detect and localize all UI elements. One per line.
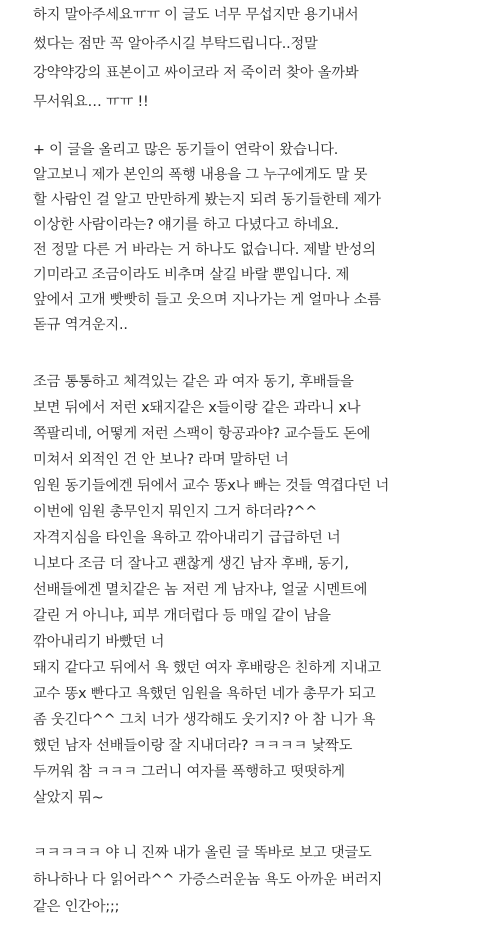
text-line: 선배들에겐 멸치같은 놈 저런 게 남자냐, 얼굴 시멘트에 (33, 582, 368, 598)
text-line: 돼지 같다고 뒤에서 욕 했던 여자 후배랑은 친하게 지내고 (33, 660, 381, 676)
text-line: 썼다는 점만 꼭 알아주시길 부탁드립니다..정말 (33, 36, 318, 52)
text-line: 자격지심을 타인을 욕하고 깎아내리기 급급하던 너 (33, 530, 341, 546)
text-line: 했던 남자 선배들이랑 잘 지내더라? ㅋㅋㅋㅋ 낯짝도 (33, 738, 353, 754)
text-line: 살았지 뭐~ (33, 790, 104, 806)
text-line: 이번에 임원 총무인지 뭐인지 그거 하더라?^^ (33, 504, 318, 520)
text-line: 기미라고 조금이라도 비추며 살길 바랄 뿐입니다. 제 (33, 267, 350, 283)
text-line: 앞에서 고개 빳빳히 들고 웃으며 지나가는 게 얼마나 소름 (33, 292, 381, 308)
text-line: 깎아내리기 바빴던 너 (33, 634, 165, 650)
text-line: 좀 웃긴다^^ 그치 너가 생각해도 웃기지? 아 참 니가 욕 (33, 712, 376, 728)
text-line: + 이 글을 올리고 많은 동기들이 연락이 왔습니다. (33, 142, 339, 158)
text-line: ㅋㅋㅋㅋㅋ 야 니 진짜 내가 올린 글 똑바로 보고 댓글도 (33, 845, 372, 861)
text-line: 돋규 역겨운지.. (33, 317, 128, 333)
text-line: 알고보니 제가 본인의 폭행 내용을 그 누구에게도 말 못 (33, 167, 368, 183)
text-line: 미쳐서 외적인 건 안 보나? 라며 말하던 너 (33, 452, 289, 468)
text-line: 하나하나 다 읽어라^^ 가증스러운놈 욕도 아까운 버러지 (33, 872, 383, 888)
text-line: 무서워요… ㅠㅠ !! (33, 94, 149, 110)
text-line: 이상한 사람이라는? 얘기를 하고 다녔다고 하네요. (33, 217, 339, 233)
text-line: 두꺼워 참 ㅋㅋㅋ 그러니 여자를 폭행하고 떳떳하게 (33, 764, 345, 780)
text-line: 조금 통통하고 체격있는 같은 과 여자 동기, 후배들을 (33, 374, 354, 390)
text-line: 니보다 조금 더 잘나고 괜찮게 생긴 남자 후배, 동기, (33, 556, 349, 572)
text-line: 갈린 거 아니냐, 피부 개더럽다 등 매일 같이 남을 (33, 608, 331, 624)
text-line: 할 사람인 걸 알고 만만하게 봤는지 되려 동기들한테 제가 (33, 192, 381, 208)
text-line: 쪽팔리네, 어떻게 저런 스팩이 항공과야? 교수들도 돈에 (33, 426, 371, 442)
text-line: 전 정말 다른 거 바라는 거 하나도 없습니다. 제발 반성의 (33, 242, 376, 258)
text-line: 하지 말아주세요ㅠㅠ 이 글도 너무 무섭지만 용기내서 (33, 7, 359, 23)
text-line: 같은 인간아;;; (33, 899, 120, 915)
text-line: 보면 뒤에서 저런 x돼지같은 x들이랑 같은 과라니 x나 (33, 400, 361, 416)
text-line: 교수 똥x 빤다고 욕했던 임원을 욕하던 네가 총무가 되고 (33, 686, 376, 702)
text-line: 강약약강의 표본이고 싸이코라 저 죽이러 찾아 올까봐 (33, 65, 359, 81)
text-line: 임원 동기들에겐 뒤에서 교수 똥x나 빠는 것들 역겹다던 너 (33, 478, 390, 494)
